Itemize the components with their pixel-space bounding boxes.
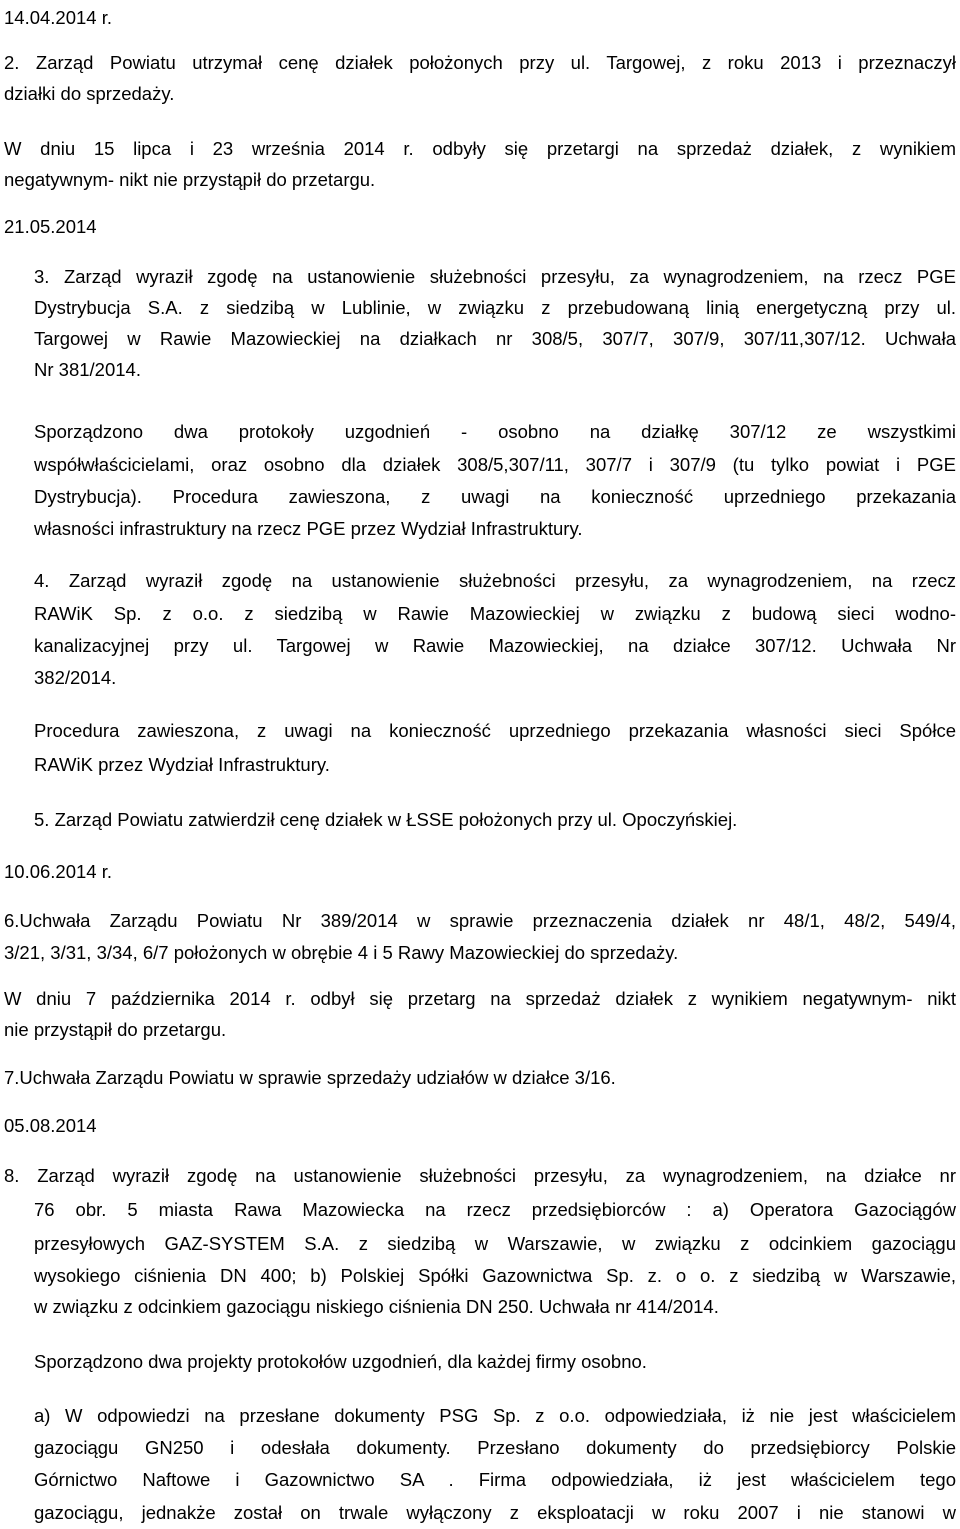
paragraph-line: 7.Uchwała Zarządu Powiatu w sprawie sprzedaży udziałów w działce 3/16. <box>4 1067 616 1088</box>
paragraph-line: RAWiK przez Wydział Infrastruktury. <box>34 754 330 775</box>
date-heading-4: 05.08.2014 <box>4 1115 97 1136</box>
paragraph-line: 3/21, 3/31, 3/34, 6/7 położonych w obrębie 4 i 5 Rawy Mazowieckiej do sprzedaży. <box>4 942 679 963</box>
date-heading-2: 21.05.2014 <box>4 216 97 237</box>
paragraph-line: Sporządzono dwa protokoły uzgodnień - osobno na działkę 307/12 ze wszystkimi <box>34 421 956 442</box>
paragraph-line: Sporządzono dwa projekty protokołów uzgodnień, dla każdej firmy osobno. <box>34 1351 647 1372</box>
paragraph-line: gazociągu GN250 i odesłała dokumenty. Przesłano dokumenty do przedsiębiorcy Polskie <box>34 1437 956 1458</box>
paragraph-line: 3. Zarząd wyraził zgodę na ustanowienie służebności przesyłu, za wynagrodzeniem, na rzecz PGE <box>34 266 956 287</box>
paragraph-line: nie przystąpił do przetargu. <box>4 1019 227 1040</box>
paragraph-line: przesyłowych GAZ-SYSTEM S.A. z siedzibą w Warszawie, w związku z odcinkiem gazociągu <box>34 1233 956 1254</box>
paragraph-line: wysokiego ciśnienia DN 400; b) Polskiej Spółki Gazownictwa Sp. z. o o. z siedzibą w Warszawie, <box>34 1265 956 1286</box>
paragraph-line: negatywnym- nikt nie przystąpił do przetargu. <box>4 169 376 190</box>
paragraph-line: Procedura zawieszona, z uwagi na konieczność uprzedniego przekazania własności sieci Spółce <box>34 720 956 741</box>
paragraph-line: 76 obr. 5 miasta Rawa Mazowiecka na rzecz przedsiębiorców : a) Operatora Gazociągów <box>34 1199 956 1220</box>
paragraph-line: Nr 381/2014. <box>34 359 141 380</box>
paragraph-line: 4. Zarząd wyraził zgodę na ustanowienie służebności przesyłu, za wynagrodzeniem, na rzecz <box>34 570 956 591</box>
paragraph-line: a) W odpowiedzi na przesłane dokumenty PSG Sp. z o.o. odpowiedziała, iż nie jest właścicielem <box>34 1405 956 1426</box>
paragraph-line: Targowej w Rawie Mazowieckiej na działkach nr 308/5, 307/7, 307/9, 307/11,307/12. Uchwała <box>34 328 956 349</box>
paragraph-line: gazociągu, jednakże został on trwale wyłączony z eksploatacji w roku 2007 i nie stanowi w <box>34 1502 956 1523</box>
paragraph-line: 5. Zarząd Powiatu zatwierdził cenę działek w ŁSSE położonych przy ul. Opoczyńskiej. <box>34 809 738 830</box>
paragraph-line: w związku z odcinkiem gazociągu niskiego ciśnienia DN 250. Uchwała nr 414/2014. <box>34 1296 719 1317</box>
paragraph-line: współwłaścicielami, oraz osobno dla działek 308/5,307/11, 307/7 i 307/9 (tu tylko powiat i PGE <box>34 454 956 475</box>
paragraph-line: W dniu 7 października 2014 r. odbył się przetarg na sprzedaż działek z wynikiem negatywnym- nikt <box>4 988 956 1009</box>
paragraph-line: działki do sprzedaży. <box>4 83 175 104</box>
paragraph-line: kanalizacyjnej przy ul. Targowej w Rawie Mazowieckiej, na działce 307/12. Uchwała Nr <box>34 635 956 656</box>
paragraph-line: RAWiK Sp. z o.o. z siedzibą w Rawie Mazowieckiej w związku z budową sieci wodno- <box>34 603 956 624</box>
paragraph-line: 382/2014. <box>34 667 117 688</box>
paragraph-line: własności infrastruktury na rzecz PGE przez Wydział Infrastruktury. <box>34 518 583 539</box>
date-heading-1: 14.04.2014 r. <box>4 7 113 28</box>
paragraph-line: 8. Zarząd wyraził zgodę na ustanowienie służebności przesyłu, za wynagrodzeniem, na działce nr <box>4 1165 956 1186</box>
paragraph-line: W dniu 15 lipca i 23 września 2014 r. odbyły się przetargi na sprzedaż działek, z wynikiem <box>4 138 956 159</box>
date-heading-3: 10.06.2014 r. <box>4 861 113 882</box>
paragraph-line: 6.Uchwała Zarządu Powiatu Nr 389/2014 w sprawie przeznaczenia działek nr 48/1, 48/2, 549/4, <box>4 910 956 931</box>
paragraph-line: Dystrybucja S.A. z siedzibą w Lublinie, w związku z przebudowaną linią energetyczną przy ul. <box>34 297 956 318</box>
paragraph-line: Górnictwo Naftowe i Gazownictwo SA . Firma odpowiedziała, iż jest właścicielem tego <box>34 1469 956 1490</box>
paragraph-line: Dystrybucja). Procedura zawieszona, z uwagi na konieczność uprzedniego przekazania <box>34 486 956 507</box>
paragraph-line: 2. Zarząd Powiatu utrzymał cenę działek położonych przy ul. Targowej, z roku 2013 i przeznaczył <box>4 52 956 73</box>
